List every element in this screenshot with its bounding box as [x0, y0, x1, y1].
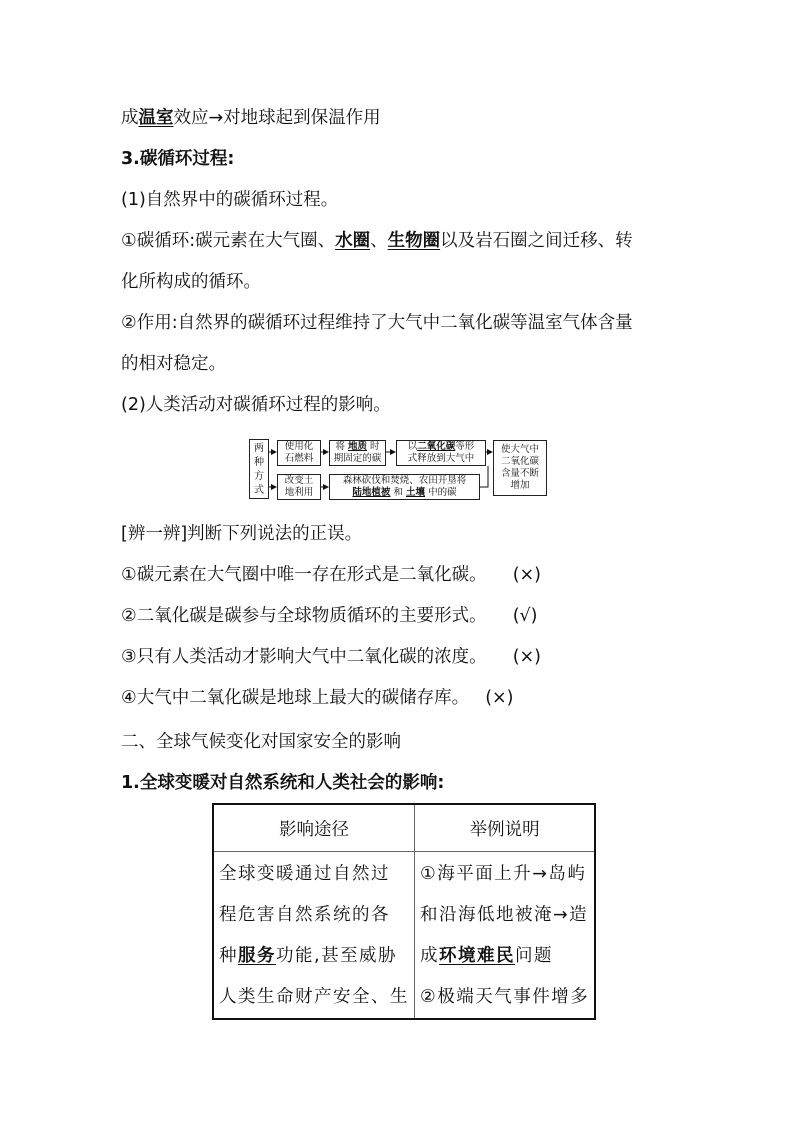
judgement-mark: (×) — [485, 688, 514, 708]
diagram-text: 和 — [393, 487, 403, 498]
answer-underlined: 温室 — [138, 108, 174, 128]
diagram-answer: 陆地植被 — [352, 487, 391, 498]
diagram-text: 使大气中 — [500, 444, 539, 455]
cell-text: 成 — [420, 946, 439, 966]
text-segment: ①碳循环:碳元素在大气圈、 — [121, 231, 336, 251]
diagram-text: 使用化 — [284, 441, 314, 452]
cell-line — [420, 977, 589, 1018]
diagram-text: 期固定的碳 — [333, 453, 382, 464]
cell-text: 程危害自然系统的各 — [219, 905, 390, 925]
judgement-text: ④大气中二氧化碳是地球上最大的碳储存库。 — [121, 688, 470, 708]
diagram-box-result — [493, 440, 547, 496]
cell-text: 问题 — [515, 946, 553, 966]
answer-underlined: 水圈 — [335, 231, 371, 251]
diagram-text: 等形 — [455, 441, 475, 452]
answer-underlined: 环境难民 — [439, 946, 515, 966]
text-line-carbon-cycle-def — [121, 230, 633, 252]
judgement-mark: (√) — [512, 606, 538, 626]
diagram-text: 地利用 — [284, 487, 314, 498]
answer-underlined: 服务 — [238, 946, 276, 966]
diagram-box-forest — [329, 474, 480, 500]
diagram-text: 式释放到大气中 — [407, 453, 475, 464]
diagram-answer: 土壤 — [406, 487, 426, 498]
diagram-box-fossil-fuel — [277, 440, 321, 466]
subheading-human-impact: (2)人类活动对碳循环过程的影响。 — [121, 395, 391, 415]
diagram-text: 二氧化碳 — [500, 456, 539, 467]
text-line-6: ②作用:自然界的碳循环过程维持了大气中二氧化碳等温室气体含量 — [121, 313, 633, 333]
text-segment: 以及岩石圈之间迁移、转 — [440, 231, 633, 251]
text-line-7: 的相对稳定。 — [121, 354, 226, 374]
subheading-natural-cycle: (1)自然界中的碳循环过程。 — [121, 190, 339, 210]
text-line-1 — [121, 107, 381, 129]
cell-line — [219, 977, 409, 1018]
diagram-text: 改变土 — [284, 475, 314, 486]
judgement-item-4 — [121, 687, 514, 709]
cell-text: 功能,甚至威胁 — [276, 946, 398, 966]
impact-table — [212, 803, 596, 1020]
cell-text: ①海平面上升→岛屿 — [420, 864, 587, 884]
cell-line — [420, 936, 589, 977]
diagram-char: 方 — [254, 471, 264, 482]
diagram-text: 森林砍伐和焚烧、农田开垦将 — [342, 475, 467, 486]
cell-text: 人类生命财产安全、生 — [219, 987, 409, 1007]
cell-text: 和沿海低地被淹→造 — [420, 905, 589, 925]
judgement-item-1 — [121, 564, 541, 586]
section-heading-security: 二、全球气候变化对国家安全的影响 — [121, 732, 401, 752]
cell-text: 种 — [219, 946, 238, 966]
judgement-text: ①碳元素在大气圈中唯一存在形式是二氧化碳。 — [121, 565, 487, 585]
cell-line — [219, 854, 409, 895]
diagram-box-release-co2 — [396, 440, 486, 466]
table-header-example: 举例说明 — [415, 804, 596, 852]
diagram-char: 式 — [254, 485, 264, 496]
diagram-answer: 地质 — [347, 441, 367, 452]
diagram-char: 种 — [254, 457, 264, 468]
diagram-text: 含量不断 — [500, 468, 539, 479]
judgement-item-2 — [121, 605, 538, 627]
text-segment: 、 — [370, 231, 388, 251]
cell-line — [219, 936, 409, 977]
diagram-box-land-use — [277, 474, 321, 500]
judgement-item-3 — [121, 646, 541, 668]
cell-text: 全球变暖通过自然过 — [219, 864, 390, 884]
judgement-mark: (×) — [512, 565, 542, 585]
diagram-answer: 二氧化碳 — [417, 441, 456, 452]
text-segment: 成 — [121, 108, 139, 128]
judgement-mark: (×) — [512, 647, 542, 667]
discern-prompt: [辨一辨]判断下列说法的正误。 — [121, 524, 363, 544]
section-heading-carbon-cycle: 3.碳循环过程: — [121, 149, 235, 169]
diagram-text: 以 — [407, 441, 418, 452]
diagram-text: 石燃料 — [284, 453, 314, 464]
cell-text: ②极端天气事件增多 — [420, 987, 590, 1007]
text-segment: 效应→对地球起到保温作用 — [173, 108, 381, 128]
diagram-box-two-ways — [249, 439, 269, 499]
diagram-text: 时 — [370, 441, 380, 452]
diagram-char: 两 — [254, 443, 264, 454]
table-row — [213, 852, 595, 1020]
subheading-warming-impact: 1.全球变暖对自然系统和人类社会的影响: — [121, 773, 445, 793]
cell-line — [219, 895, 409, 936]
diagram-box-geologic-carbon — [329, 440, 386, 466]
diagram-text: 将 — [335, 441, 345, 452]
table-cell-example — [415, 852, 596, 1020]
cell-line — [420, 854, 589, 895]
table-header-row — [213, 804, 595, 852]
diagram-text: 增加 — [510, 480, 530, 491]
text-line-5: 化所构成的循环。 — [121, 272, 261, 292]
table-header-path: 影响途径 — [213, 804, 415, 852]
cell-line — [420, 895, 589, 936]
answer-underlined: 生物圈 — [387, 231, 441, 251]
judgement-text: ③只有人类活动才影响大气中二氧化碳的浓度。 — [121, 647, 487, 667]
diagram-text: 中的碳 — [428, 487, 457, 498]
table-cell-path — [213, 852, 415, 1020]
judgement-text: ②二氧化碳是碳参与全球物质循环的主要形式。 — [121, 606, 487, 626]
